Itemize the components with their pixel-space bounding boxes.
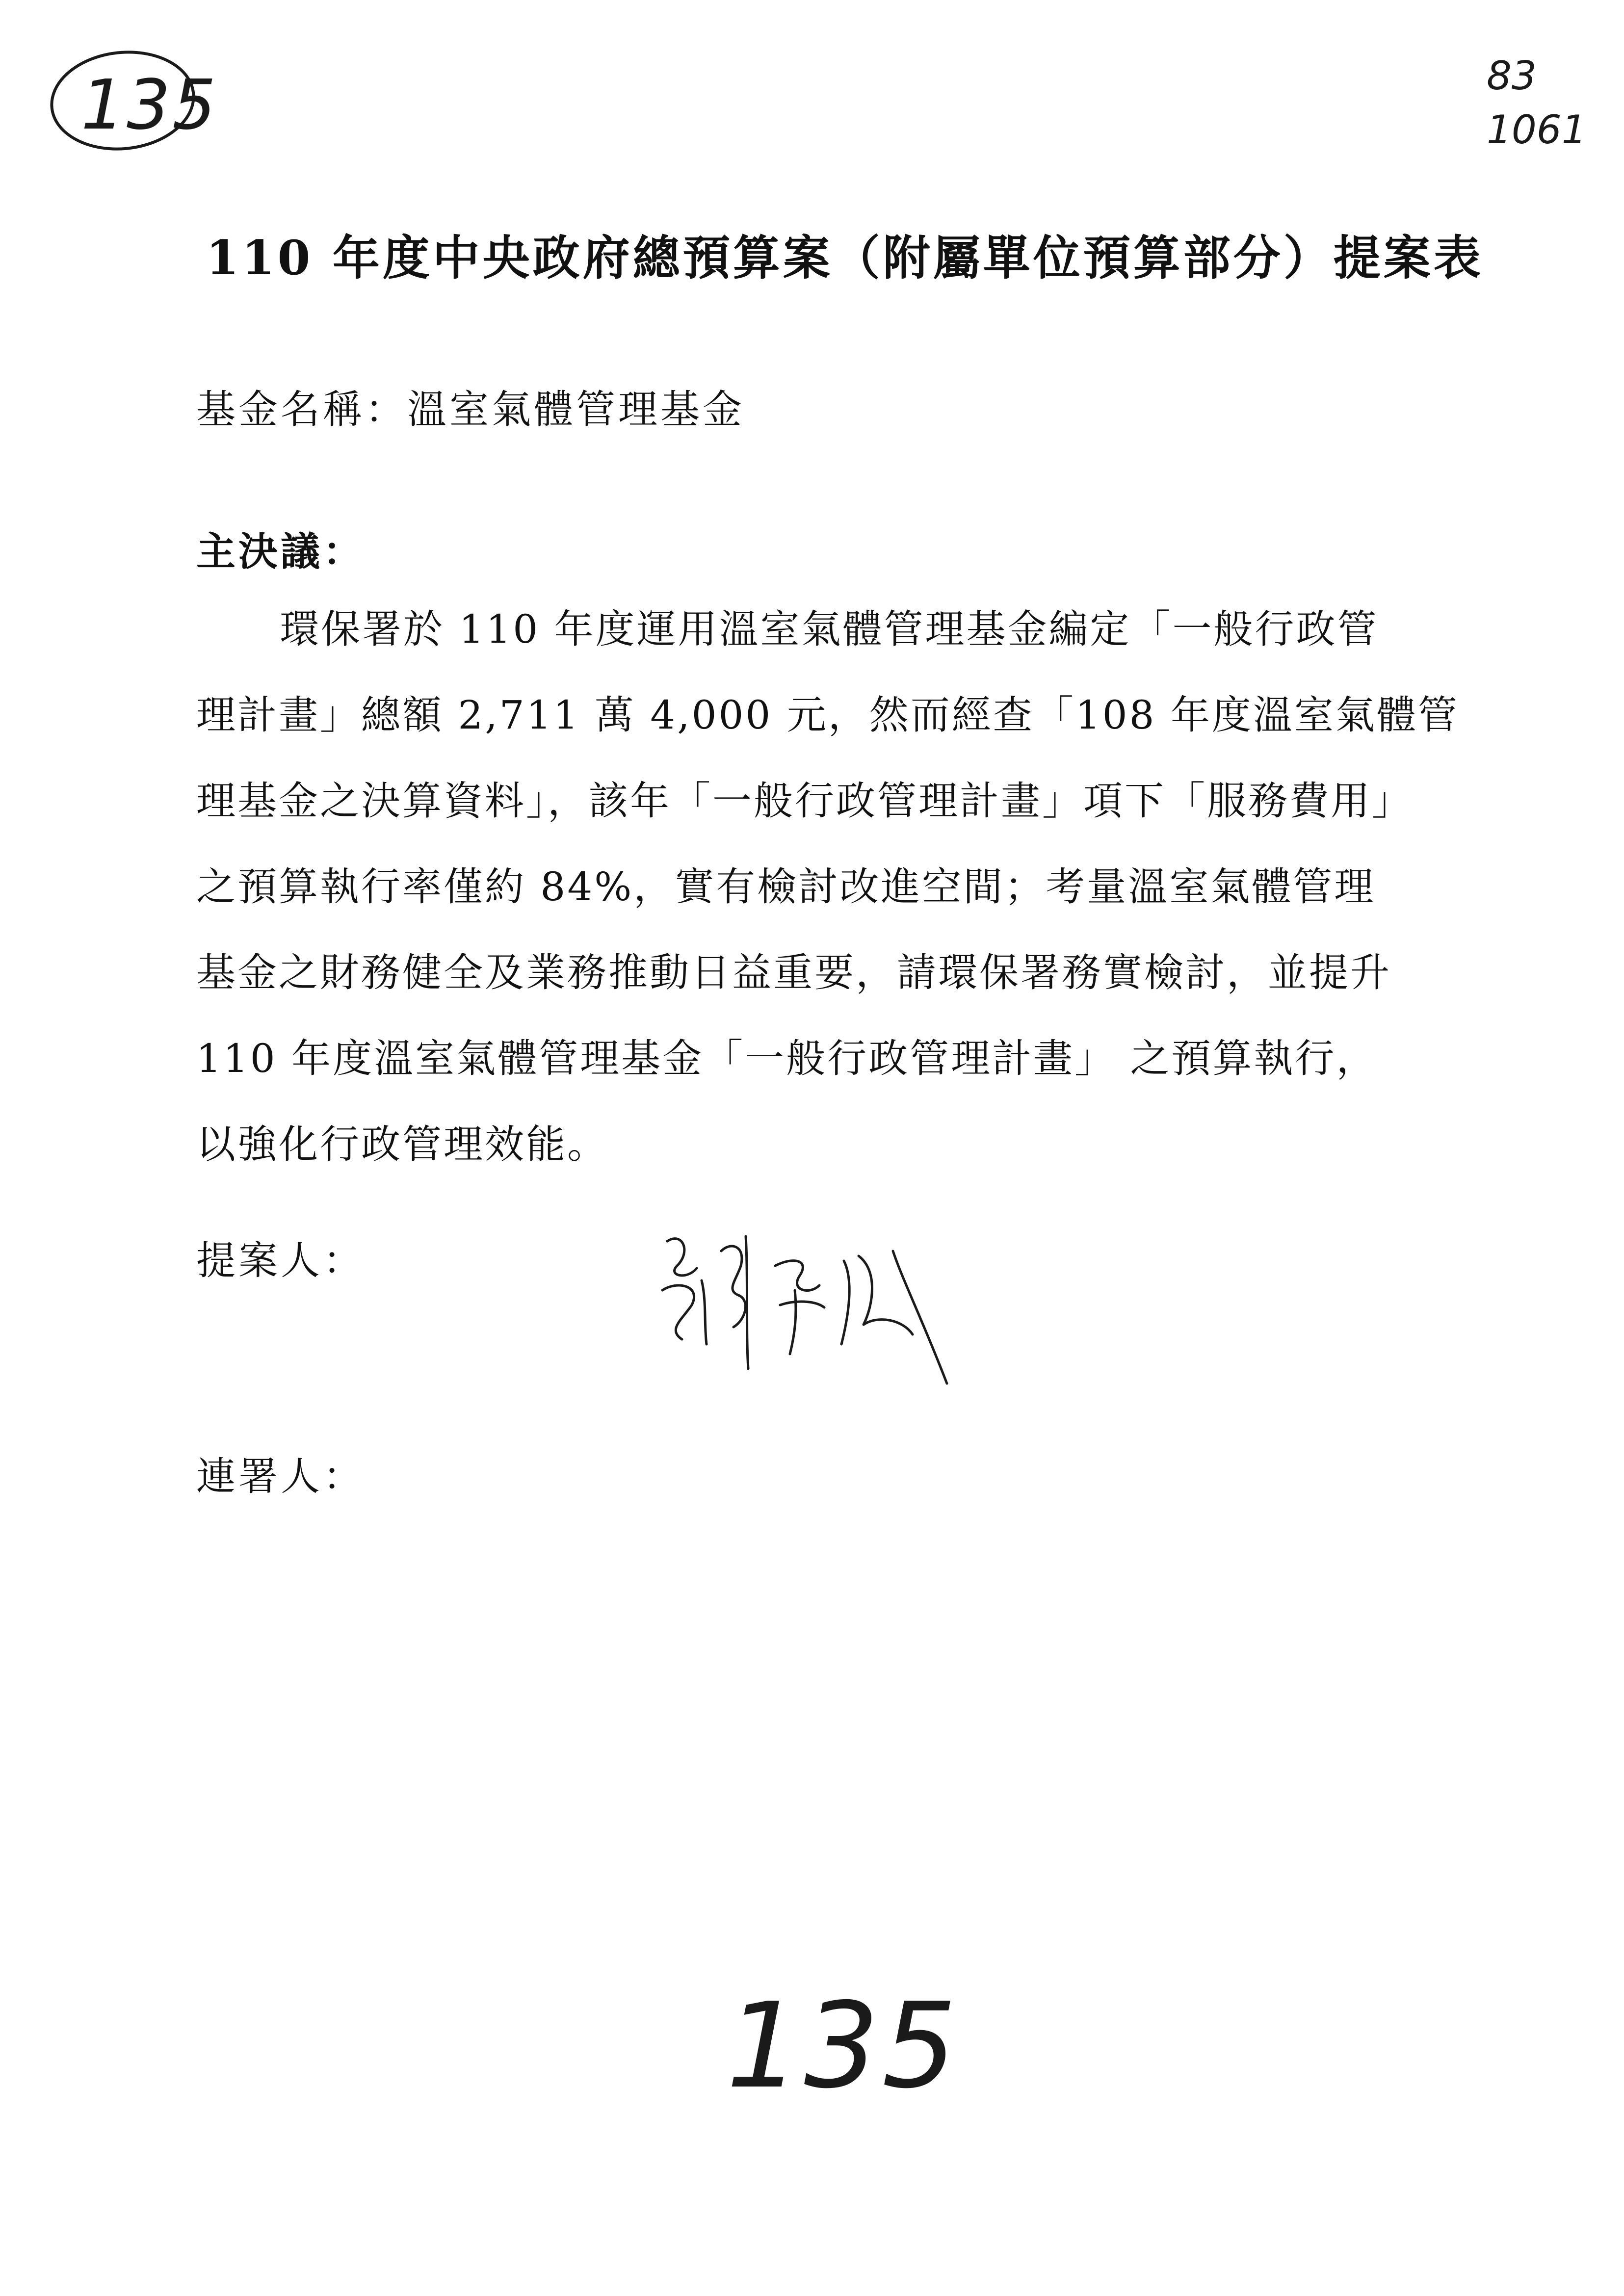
circled-page-stamp <box>47 47 218 164</box>
resolution-line: 理計畫」總額 2,711 萬 4,000 元，然而經查「108 年度溫室氣體管 <box>196 692 1459 738</box>
corner-note-line-2: 1061 <box>1487 107 1587 153</box>
fund-name-line: 基金名稱：溫室氣體管理基金 <box>196 387 745 432</box>
resolution-line: 環保署於 110 年度運用溫室氣體管理基金編定「一般行政管 <box>280 606 1379 652</box>
resolution-heading: 主決議： <box>196 528 365 574</box>
page-title: 110 年度中央政府總預算案（附屬單位預算部分）提案表 <box>206 230 1484 286</box>
resolution-line: 基金之財務健全及業務推動日益重要，請環保署務實檢討，並提升 <box>196 950 1391 995</box>
resolution-body <box>196 586 1459 1187</box>
handwritten-signature <box>648 1222 962 1398</box>
handwritten-page-number: 135 <box>726 1977 960 2114</box>
cosigner-label: 連署人： <box>196 1454 365 1499</box>
proposer-label: 提案人： <box>196 1238 365 1283</box>
corner-note-line-1: 83 <box>1487 53 1537 99</box>
corner-handwritten-note <box>1487 49 1587 157</box>
stamp-number: 135 <box>81 65 218 145</box>
resolution-line: 110 年度溫室氣體管理基金「一般行政管理計畫」 之預算執行， <box>196 1036 1378 1081</box>
resolution-line: 理基金之決算資料」，該年「一般行政管理計畫」項下「服務費用」 <box>196 778 1413 824</box>
resolution-line: 以強化行政管理效能。 <box>196 1122 608 1167</box>
resolution-line: 之預算執行率僅約 84%，實有檢討改進空間；考量溫室氣體管理 <box>196 864 1376 910</box>
